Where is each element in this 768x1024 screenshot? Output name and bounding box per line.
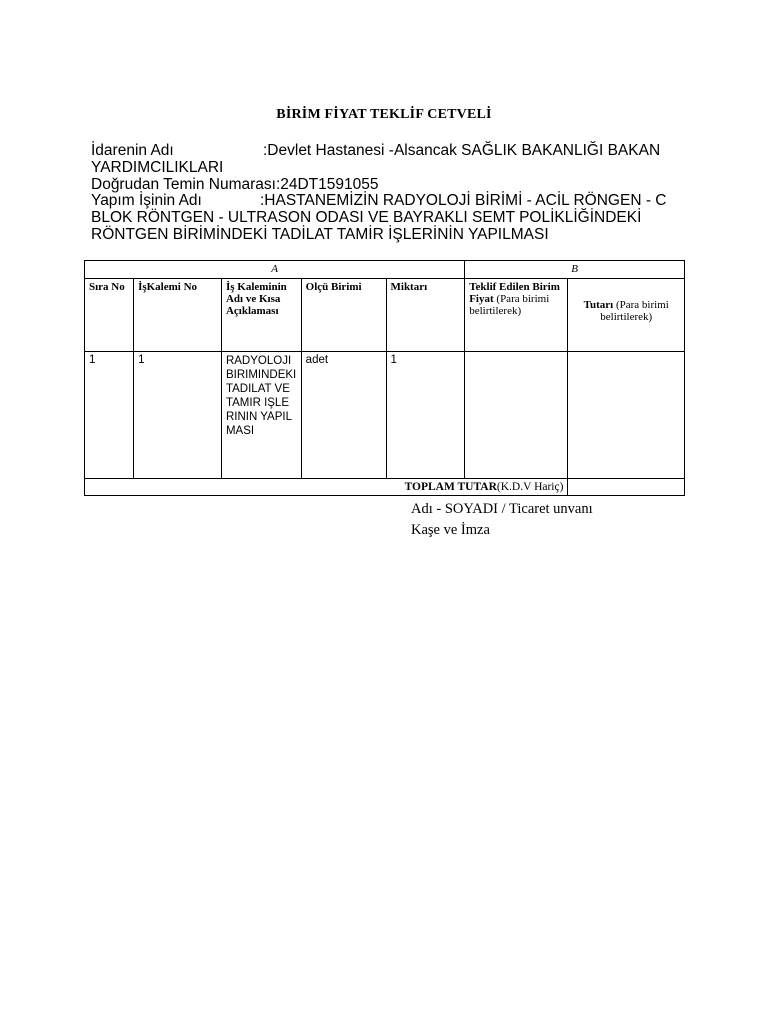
signature-name-line: Adı - SOYADI / Ticaret unvanı bbox=[411, 501, 593, 517]
is-value-line3: RÖNTGEN BİRİMİNDEKİ TADİLAT TAMİR İŞLERİNİN YAPILMASI bbox=[91, 226, 549, 243]
header-kalem-adi: İş Kaleminin Adı ve Kısa Açıklaması bbox=[221, 279, 301, 352]
header-tutar bbox=[568, 279, 685, 352]
cell-kalem-no: 1 bbox=[134, 352, 222, 479]
is-line bbox=[91, 192, 691, 209]
total-label-bold: TOPLAM TUTAR bbox=[404, 481, 497, 493]
header-sira: Sıra No bbox=[85, 279, 134, 352]
group-a-header: A bbox=[85, 261, 465, 279]
total-label bbox=[85, 479, 568, 496]
header-teklif-bold: Teklif Edilen Birim Fiyat bbox=[469, 281, 560, 305]
header-teklif-note: (Para birimi belirtilerek) bbox=[469, 293, 550, 317]
total-value bbox=[568, 479, 685, 496]
group-b-header: B bbox=[465, 261, 685, 279]
cell-kalem-adi: RADYOLOJI BIRIMINDEKI TADILAT VE TAMIR IŞLERININ YAPILMASI bbox=[221, 352, 301, 479]
table-row bbox=[85, 352, 685, 479]
header-tutar-bold: Tutarı bbox=[583, 299, 614, 311]
is-value-line2: BLOK RÖNTGEN - ULTRASON ODASI VE BAYRAKLI SEMT POLİKLİĞİNDEKİ bbox=[91, 209, 642, 226]
column-header-row bbox=[85, 279, 685, 352]
header-miktar: Miktarı bbox=[386, 279, 465, 352]
is-label: Yapım İşinin Adı bbox=[91, 192, 202, 209]
total-row bbox=[85, 479, 685, 496]
header-tutar-note: (Para birimi belirtilerek) bbox=[600, 299, 669, 323]
header-kalem-no: İşKalemi No bbox=[134, 279, 222, 352]
cell-sira: 1 bbox=[85, 352, 134, 479]
cell-birim-fiyat bbox=[465, 352, 568, 479]
cell-miktar: 1 bbox=[386, 352, 465, 479]
cell-tutar bbox=[568, 352, 685, 479]
temin-line bbox=[91, 176, 691, 193]
price-table bbox=[84, 260, 685, 496]
is-value-line1: :HASTANEMİZİN RADYOLOJİ BİRİMİ - ACİL RÖNGEN - C bbox=[260, 192, 667, 209]
document-title: BİRİM FİYAT TEKLİF CETVELİ bbox=[276, 107, 492, 122]
header-teklif bbox=[465, 279, 568, 352]
idare-label: İdarenin Adı bbox=[91, 142, 174, 159]
idare-line bbox=[91, 142, 691, 159]
idare-value: :Devlet Hastanesi -Alsancak SAĞLIK BAKANLIĞI BAKAN bbox=[263, 142, 661, 159]
idare-value-cont: YARDIMCILIKLARI bbox=[91, 159, 224, 176]
temin-value: 24DT1591055 bbox=[280, 176, 379, 193]
cell-olcu: adet bbox=[301, 352, 386, 479]
header-olcu: Olçü Birimi bbox=[301, 279, 386, 352]
temin-label: Doğrudan Temin Numarası: bbox=[91, 176, 281, 193]
total-label-note: (K.D.V Hariç) bbox=[496, 481, 564, 493]
signature-stamp-line: Kaşe ve İmza bbox=[411, 522, 490, 538]
group-header-row bbox=[85, 261, 685, 279]
